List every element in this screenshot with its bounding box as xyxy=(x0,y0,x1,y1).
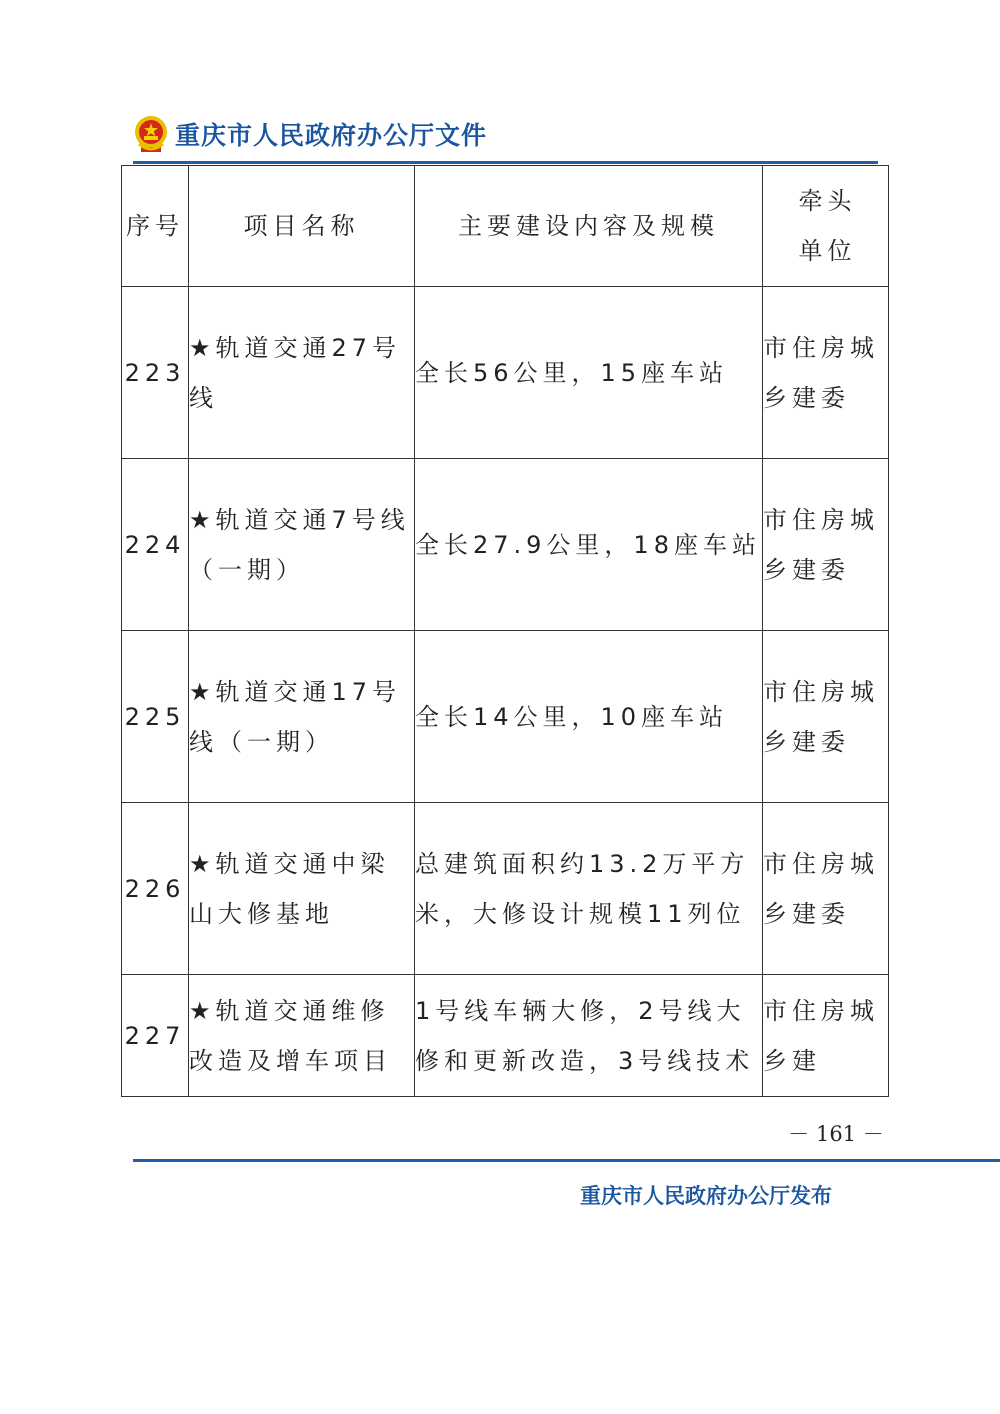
table-row xyxy=(122,803,889,975)
national-emblem-icon xyxy=(133,114,169,154)
footer-publisher: 重庆市人民政府办公厅发布 xyxy=(580,1183,832,1208)
row-project-name xyxy=(189,287,415,459)
row-content-text: 全长27.9公里，18座车站 xyxy=(415,530,761,559)
row-project-name-text: ★轨道交通7号线（一期） xyxy=(189,505,410,584)
row-lead-unit-text: 市住房城乡建委 xyxy=(763,505,879,584)
table-header-row xyxy=(122,166,889,287)
row-project-name xyxy=(189,975,415,1097)
row-content xyxy=(415,803,763,975)
row-content xyxy=(415,459,763,631)
row-seq: 225 xyxy=(122,631,189,803)
row-project-name xyxy=(189,459,415,631)
row-seq: 226 xyxy=(122,803,189,975)
row-lead-unit xyxy=(763,631,889,803)
column-header-name: 项目名称 xyxy=(189,166,415,287)
row-lead-unit-text: 市住房城乡建委 xyxy=(763,677,879,756)
column-header-content: 主要建设内容及规模 xyxy=(415,166,763,287)
row-lead-unit-text: 市住房城乡建 xyxy=(763,996,879,1075)
table-row xyxy=(122,975,889,1097)
row-lead-unit xyxy=(763,459,889,631)
column-header-unit: 牵头单位 xyxy=(763,166,889,287)
row-content-text: 1号线车辆大修，2号线大修和更新改造，3号线技术 xyxy=(415,996,755,1075)
row-seq: 223 xyxy=(122,287,189,459)
row-lead-unit-text: 市住房城乡建委 xyxy=(763,849,879,928)
row-lead-unit xyxy=(763,803,889,975)
row-content-text: 全长14公里，10座车站 xyxy=(415,702,729,731)
table-row xyxy=(122,631,889,803)
row-content xyxy=(415,631,763,803)
project-table xyxy=(121,165,889,1097)
column-header-seq: 序号 xyxy=(122,166,189,287)
table-row xyxy=(122,287,889,459)
row-lead-unit xyxy=(763,287,889,459)
row-content-text: 全长56公里，15座车站 xyxy=(415,358,729,387)
header-divider xyxy=(133,161,878,164)
row-content xyxy=(415,975,763,1097)
header-title: 重庆市人民政府办公厅文件 xyxy=(175,121,488,150)
row-project-name-text: ★轨道交通中梁山大修基地 xyxy=(189,849,390,928)
row-seq: 224 xyxy=(122,459,189,631)
page-number: － 161 － xyxy=(788,1122,884,1146)
row-lead-unit xyxy=(763,975,889,1097)
document-header xyxy=(133,110,487,158)
table-row xyxy=(122,459,889,631)
row-seq: 227 xyxy=(122,975,189,1097)
row-project-name-text: ★轨道交通27号线 xyxy=(189,333,402,412)
row-project-name-text: ★轨道交通17号线（一期） xyxy=(189,677,402,756)
row-project-name-text: ★轨道交通维修改造及增车项目 xyxy=(189,996,392,1075)
row-lead-unit-text: 市住房城乡建委 xyxy=(763,333,879,412)
row-project-name xyxy=(189,803,415,975)
row-project-name xyxy=(189,631,415,803)
footer-divider xyxy=(133,1159,1000,1162)
row-content xyxy=(415,287,763,459)
row-content-text: 总建筑面积约13.2万平方米，大修设计规模11列位 xyxy=(415,849,750,928)
